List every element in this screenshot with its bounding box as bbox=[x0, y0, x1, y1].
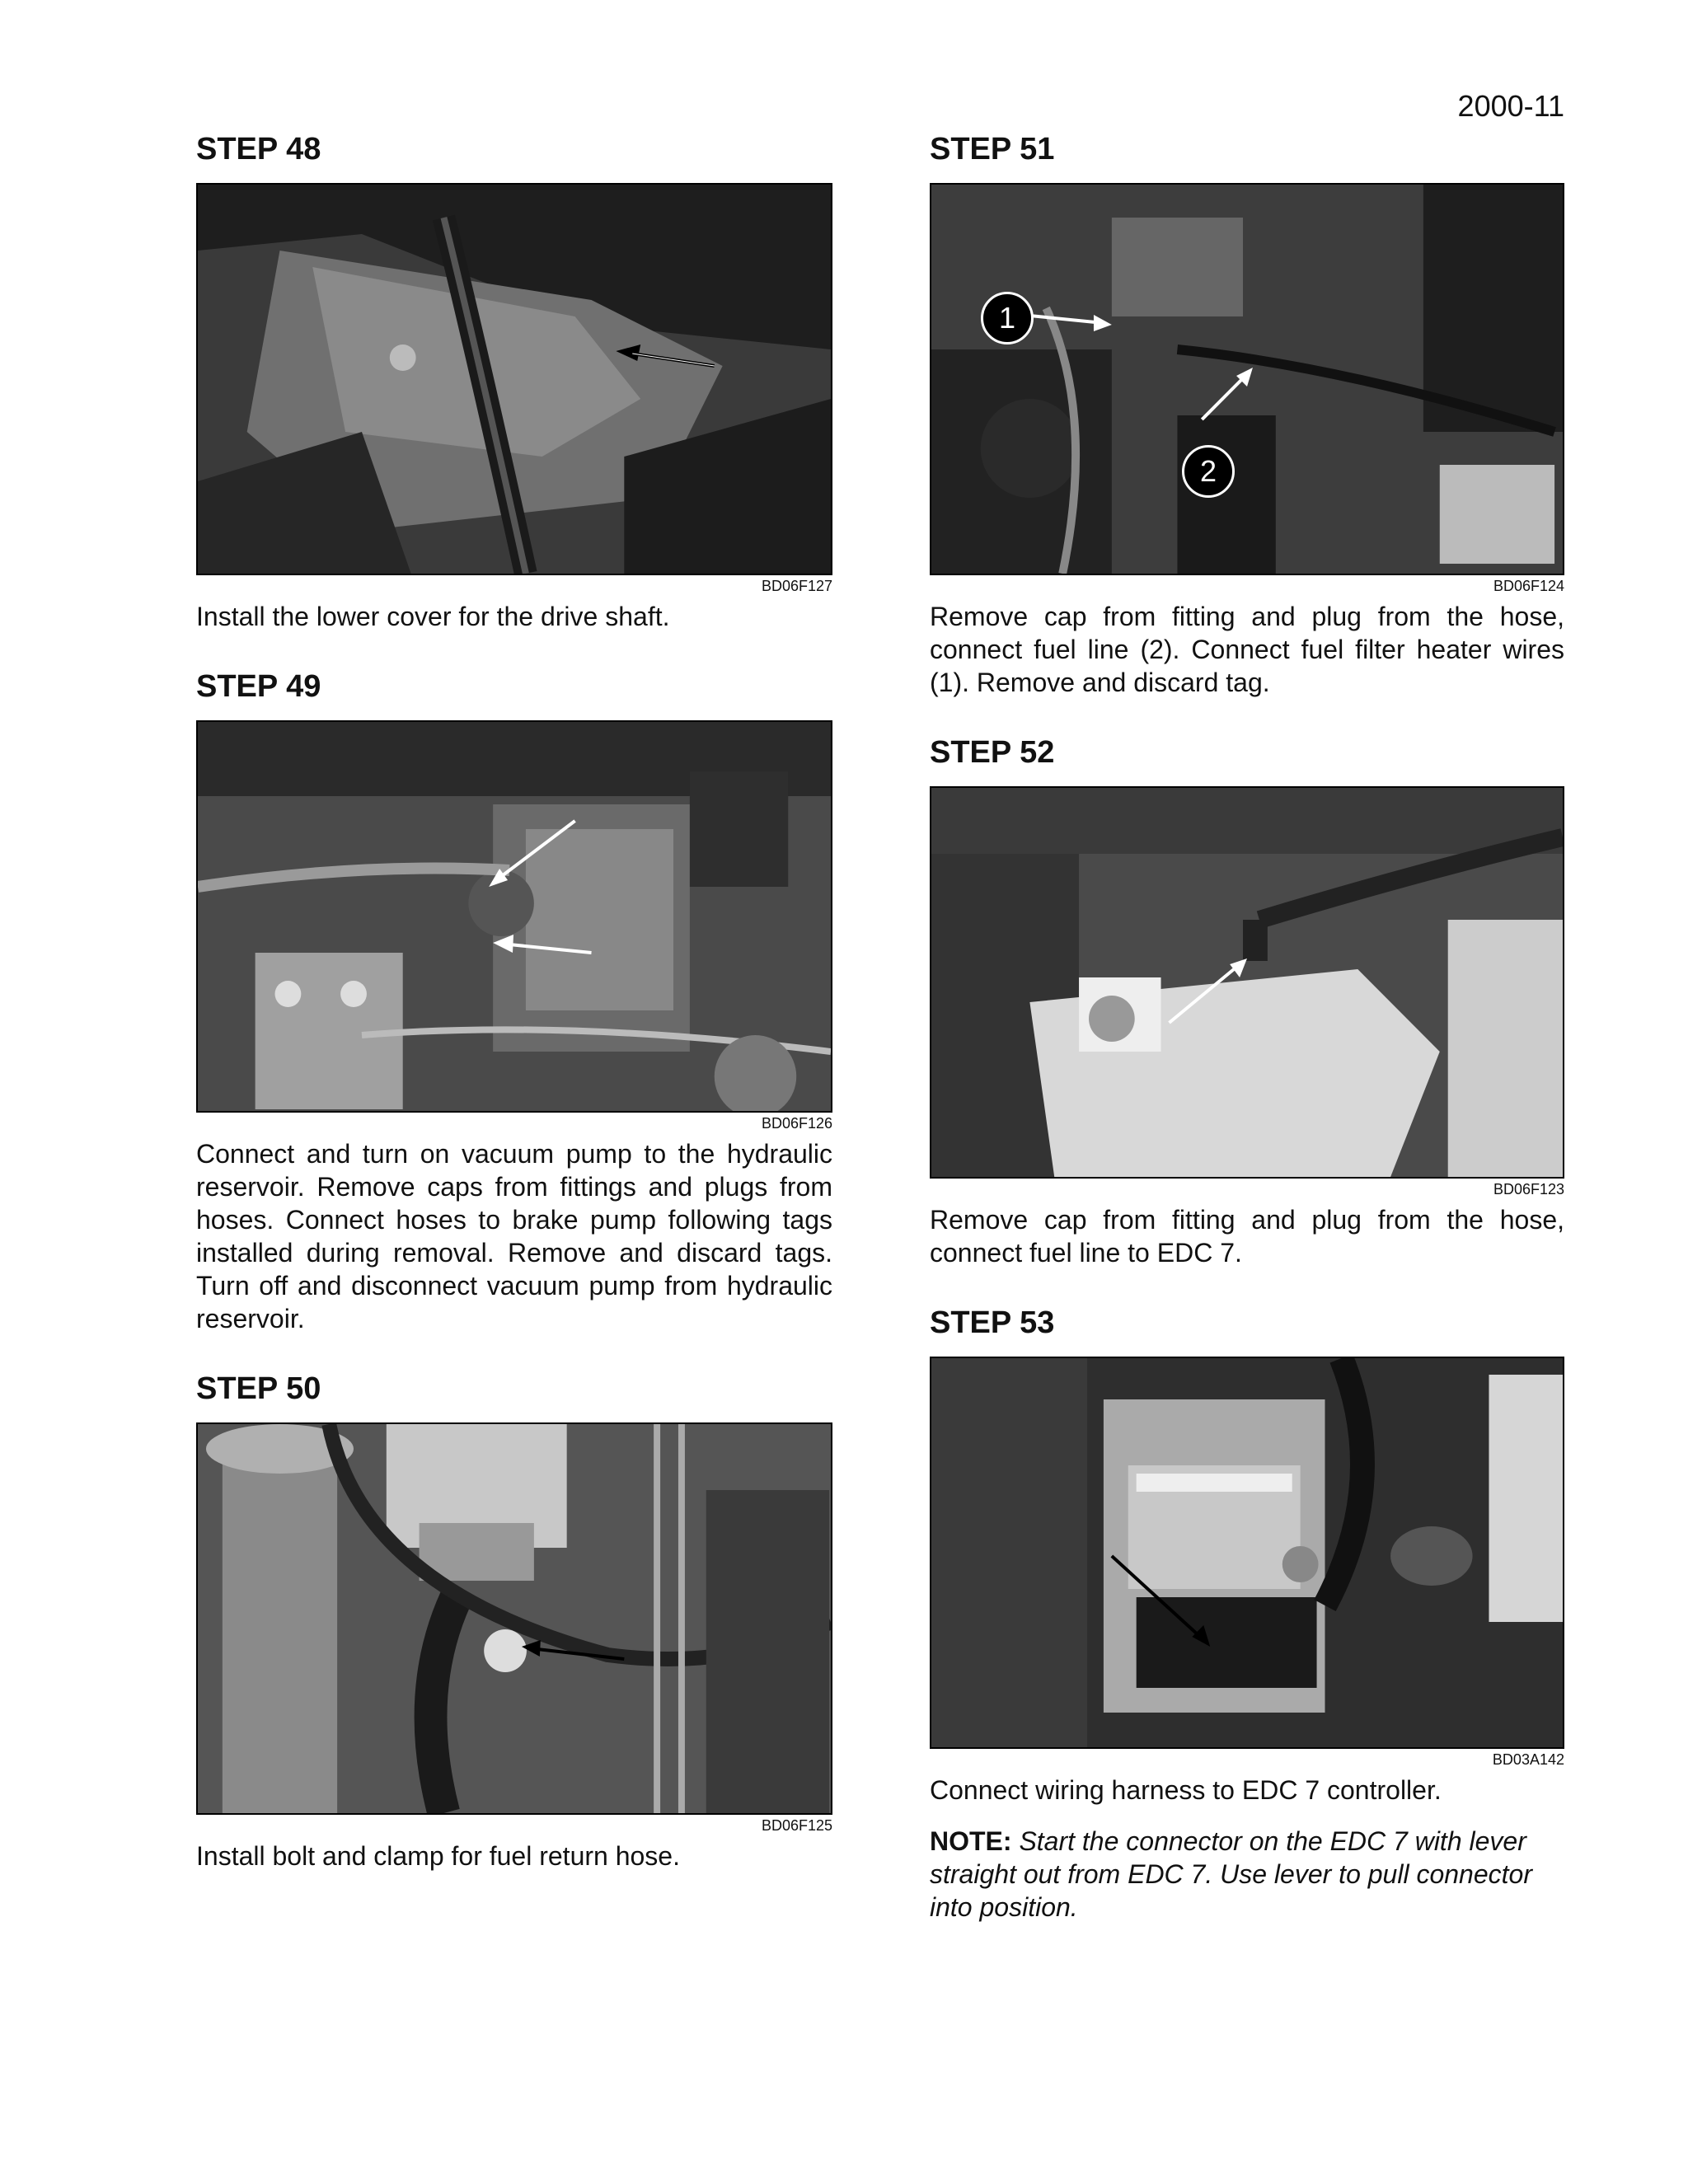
left-column bbox=[196, 134, 832, 1872]
step-52-photo bbox=[930, 786, 1564, 1179]
figure-code: BD03A142 bbox=[1492, 1751, 1564, 1768]
step-title: STEP 51 bbox=[930, 132, 1055, 166]
step-caption: Install the lower cover for the drive shaft. bbox=[196, 602, 670, 631]
step-title: STEP 53 bbox=[930, 1305, 1055, 1340]
step-title: STEP 50 bbox=[196, 1371, 321, 1406]
page-number: 2000-11 bbox=[1457, 89, 1564, 123]
step-51 bbox=[930, 134, 1564, 699]
note-text: Start the connector on the EDC 7 with lever straight out from EDC 7. Use lever to pull connector into position. bbox=[930, 1826, 1532, 1922]
step-53-photo bbox=[930, 1357, 1564, 1749]
step-50-photo bbox=[196, 1422, 832, 1815]
step-49-photo bbox=[196, 720, 832, 1113]
step-52 bbox=[930, 737, 1564, 1269]
right-column bbox=[930, 134, 1564, 1924]
step-caption: Connect wiring harness to EDC 7 controller. bbox=[930, 1775, 1442, 1805]
figure-code: BD06F126 bbox=[761, 1115, 832, 1132]
step-48 bbox=[196, 134, 832, 633]
figure-code: BD06F124 bbox=[1493, 578, 1564, 594]
note-label: NOTE: bbox=[930, 1826, 1012, 1856]
step-51-photo bbox=[930, 183, 1564, 575]
callout-2: 2 bbox=[1182, 445, 1235, 498]
step-caption: Connect and turn on vacuum pump to the hydraulic reservoir. Remove caps from fittings and plugs from hoses. Connect hoses to brake pump following tags installed during removal. Remove and discard tags. Turn off and disconnect vacuum pump from hydraulic reservoir. bbox=[196, 1139, 832, 1333]
step-53 bbox=[930, 1307, 1564, 1924]
step-title: STEP 48 bbox=[196, 132, 321, 166]
step-caption: Remove cap from fitting and plug from the hose, connect fuel line (2). Connect fuel filter heater wires (1). Remove and discard tag. bbox=[930, 602, 1564, 697]
step-caption: Install bolt and clamp for fuel return hose. bbox=[196, 1841, 680, 1871]
figure-code: BD06F127 bbox=[761, 578, 832, 594]
figure-code: BD06F123 bbox=[1493, 1181, 1564, 1197]
note bbox=[930, 1825, 1564, 1924]
step-50 bbox=[196, 1373, 832, 1872]
figure-code: BD06F125 bbox=[761, 1817, 832, 1834]
step-title: STEP 49 bbox=[196, 669, 321, 704]
step-49 bbox=[196, 671, 832, 1335]
callout-1: 1 bbox=[981, 292, 1034, 344]
step-caption: Remove cap from fitting and plug from the hose, connect fuel line to EDC 7. bbox=[930, 1205, 1564, 1268]
step-48-photo bbox=[196, 183, 832, 575]
step-title: STEP 52 bbox=[930, 735, 1055, 770]
